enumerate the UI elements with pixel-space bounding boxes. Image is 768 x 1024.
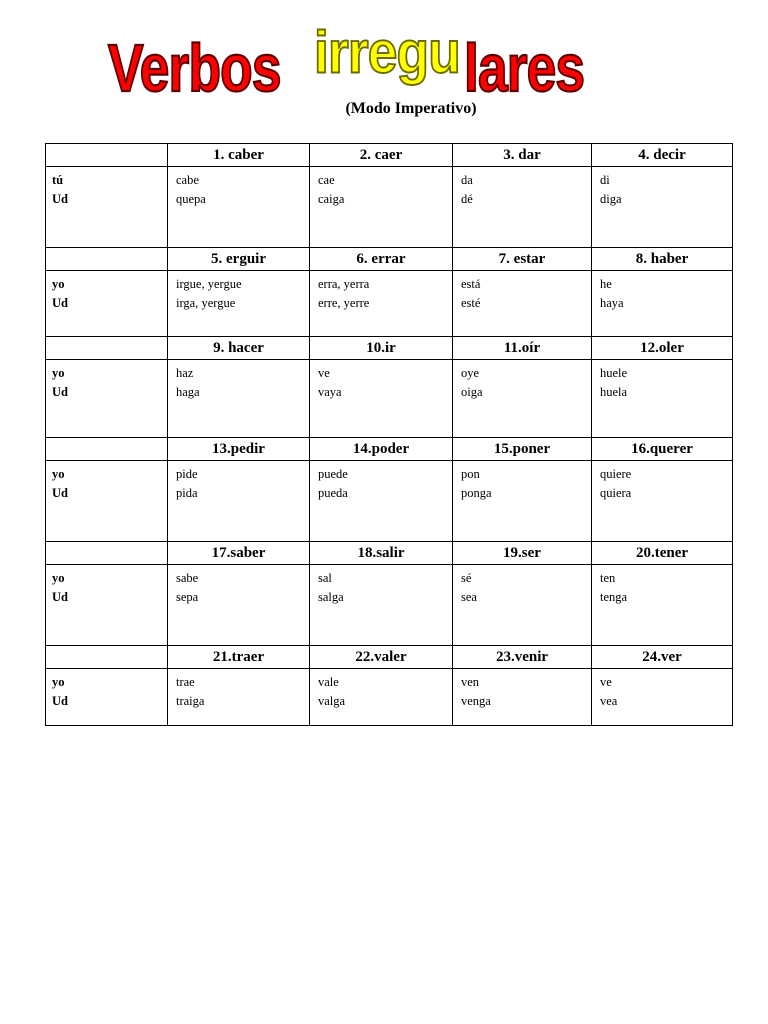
conjugation-row bbox=[46, 461, 733, 542]
imperative-form: salga bbox=[318, 590, 344, 604]
verb-name-cell: 8. haber bbox=[592, 248, 733, 271]
imperative-form: ponga bbox=[461, 486, 492, 500]
verb-name-cell: 5. erguir bbox=[168, 248, 310, 271]
conjugation-cell bbox=[310, 360, 453, 438]
verb-name-cell: 23.venir bbox=[453, 646, 592, 669]
verb-header-row bbox=[46, 144, 733, 167]
conjugation-cell bbox=[592, 167, 733, 248]
imperative-form: oiga bbox=[461, 385, 483, 399]
imperative-form: quiera bbox=[600, 486, 632, 500]
verb-header-row bbox=[46, 337, 733, 360]
person-label-cell bbox=[46, 271, 168, 337]
imperative-form: erre, yerre bbox=[318, 296, 370, 310]
conjugation-cell bbox=[592, 669, 733, 726]
imperative-form: haga bbox=[176, 385, 200, 399]
verb-name-cell: 4. decir bbox=[592, 144, 733, 167]
imperative-form: está bbox=[461, 277, 481, 291]
imperative-form: sepa bbox=[176, 590, 199, 604]
verb-name-cell: 19.ser bbox=[453, 542, 592, 565]
person-label-cell bbox=[46, 461, 168, 542]
conjugation-cell bbox=[310, 271, 453, 337]
imperative-form: quepa bbox=[176, 192, 206, 206]
empty-header-cell bbox=[46, 337, 168, 360]
imperative-form: ve bbox=[318, 366, 330, 380]
conjugation-cell bbox=[310, 167, 453, 248]
conjugation-cell bbox=[168, 669, 310, 726]
imperative-form: esté bbox=[461, 296, 481, 310]
verb-name-cell: 7. estar bbox=[453, 248, 592, 271]
person-label: Ud bbox=[52, 296, 68, 310]
verb-name-cell: 2. caer bbox=[310, 144, 453, 167]
verb-name-cell: 13.pedir bbox=[168, 438, 310, 461]
person-label: yo bbox=[52, 571, 65, 585]
conjugation-row bbox=[46, 271, 733, 337]
page-title bbox=[0, 20, 768, 107]
verb-name-cell: 18.salir bbox=[310, 542, 453, 565]
verb-header-row bbox=[46, 542, 733, 565]
imperative-form: cabe bbox=[176, 173, 199, 187]
person-label: Ud bbox=[52, 694, 68, 708]
imperative-form: haz bbox=[176, 366, 194, 380]
verb-name-cell: 6. errar bbox=[310, 248, 453, 271]
verb-name-cell: 11.oír bbox=[453, 337, 592, 360]
conjugation-cell bbox=[592, 461, 733, 542]
verb-name-cell: 24.ver bbox=[592, 646, 733, 669]
imperative-form: sal bbox=[318, 571, 332, 585]
title-word-irregu: irregu bbox=[314, 20, 460, 86]
conjugation-cell bbox=[592, 360, 733, 438]
imperative-form: pon bbox=[461, 467, 480, 481]
conjugation-cell bbox=[168, 271, 310, 337]
conjugation-cell bbox=[592, 271, 733, 337]
imperative-form: erra, yerra bbox=[318, 277, 370, 291]
person-label-cell bbox=[46, 565, 168, 646]
conjugation-cell bbox=[453, 461, 592, 542]
conjugation-cell bbox=[168, 565, 310, 646]
verb-name-cell: 20.tener bbox=[592, 542, 733, 565]
conjugation-row bbox=[46, 669, 733, 726]
conjugation-cell bbox=[168, 360, 310, 438]
person-label: Ud bbox=[52, 590, 68, 604]
imperative-form: trae bbox=[176, 675, 195, 689]
imperative-form: venga bbox=[461, 694, 491, 708]
imperative-form: pueda bbox=[318, 486, 348, 500]
empty-header-cell bbox=[46, 542, 168, 565]
verb-name-cell: 10.ir bbox=[310, 337, 453, 360]
imperative-form: pida bbox=[176, 486, 198, 500]
imperative-form: vea bbox=[600, 694, 618, 708]
person-label-cell bbox=[46, 669, 168, 726]
person-label: Ud bbox=[52, 385, 68, 399]
imperative-form: ten bbox=[600, 571, 616, 585]
verb-header-row bbox=[46, 248, 733, 271]
imperative-form: he bbox=[600, 277, 612, 291]
conjugation-cell bbox=[310, 461, 453, 542]
conjugation-cell bbox=[168, 167, 310, 248]
imperative-form: pide bbox=[176, 467, 198, 481]
verbs-table bbox=[45, 143, 733, 726]
verb-name-cell: 3. dar bbox=[453, 144, 592, 167]
conjugation-cell bbox=[453, 669, 592, 726]
imperative-form: oye bbox=[461, 366, 480, 380]
person-label-cell bbox=[46, 360, 168, 438]
imperative-form: valga bbox=[318, 694, 346, 708]
person-label-cell bbox=[46, 167, 168, 248]
empty-header-cell bbox=[46, 144, 168, 167]
verb-name-cell: 16.querer bbox=[592, 438, 733, 461]
verb-name-cell: 14.poder bbox=[310, 438, 453, 461]
conjugation-cell bbox=[310, 565, 453, 646]
imperative-form: vaya bbox=[318, 385, 342, 399]
imperative-form: huela bbox=[600, 385, 628, 399]
verb-header-row bbox=[46, 438, 733, 461]
conjugation-cell bbox=[310, 669, 453, 726]
empty-header-cell bbox=[46, 646, 168, 669]
conjugation-row bbox=[46, 167, 733, 248]
person-label: yo bbox=[52, 277, 65, 291]
person-label: yo bbox=[52, 467, 65, 481]
imperative-form: sea bbox=[461, 590, 477, 604]
title-word-lares: lares bbox=[464, 31, 585, 107]
imperative-form: caiga bbox=[318, 192, 345, 206]
conjugation-cell bbox=[453, 565, 592, 646]
verb-name-cell: 22.valer bbox=[310, 646, 453, 669]
imperative-form: ve bbox=[600, 675, 612, 689]
imperative-form: tenga bbox=[600, 590, 628, 604]
imperative-form: ven bbox=[461, 675, 480, 689]
person-label: Ud bbox=[52, 486, 68, 500]
verb-name-cell: 17.saber bbox=[168, 542, 310, 565]
conjugation-cell bbox=[453, 360, 592, 438]
verb-name-cell: 15.poner bbox=[453, 438, 592, 461]
imperative-form: cae bbox=[318, 173, 335, 187]
imperative-form: irga, yergue bbox=[176, 296, 236, 310]
conjugation-cell bbox=[592, 565, 733, 646]
empty-header-cell bbox=[46, 248, 168, 271]
verb-name-cell: 12.oler bbox=[592, 337, 733, 360]
conjugation-cell bbox=[168, 461, 310, 542]
imperative-form: dé bbox=[461, 192, 473, 206]
imperative-form: huele bbox=[600, 366, 628, 380]
subtitle: (Modo Imperativo) bbox=[345, 100, 477, 117]
empty-header-cell bbox=[46, 438, 168, 461]
person-label: yo bbox=[52, 675, 65, 689]
imperative-form: diga bbox=[600, 192, 622, 206]
conjugation-cell bbox=[453, 271, 592, 337]
imperative-form: puede bbox=[318, 467, 348, 481]
conjugation-cell bbox=[453, 167, 592, 248]
imperative-form: haya bbox=[600, 296, 624, 310]
person-label: yo bbox=[52, 366, 65, 380]
imperative-form: di bbox=[600, 173, 610, 187]
imperative-form: quiere bbox=[600, 467, 632, 481]
verb-name-cell: 1. caber bbox=[168, 144, 310, 167]
imperative-form: da bbox=[461, 173, 473, 187]
imperative-form: sé bbox=[461, 571, 472, 585]
verb-name-cell: 9. hacer bbox=[168, 337, 310, 360]
conjugation-row bbox=[46, 565, 733, 646]
person-label: Ud bbox=[52, 192, 68, 206]
title-word-verbos: Verbos bbox=[108, 31, 281, 107]
imperative-form: irgue, yergue bbox=[176, 277, 242, 291]
verb-name-cell: 21.traer bbox=[168, 646, 310, 669]
imperative-form: sabe bbox=[176, 571, 199, 585]
person-label: tú bbox=[52, 173, 64, 187]
imperative-form: vale bbox=[318, 675, 339, 689]
verb-header-row bbox=[46, 646, 733, 669]
imperative-form: traiga bbox=[176, 694, 205, 708]
conjugation-row bbox=[46, 360, 733, 438]
